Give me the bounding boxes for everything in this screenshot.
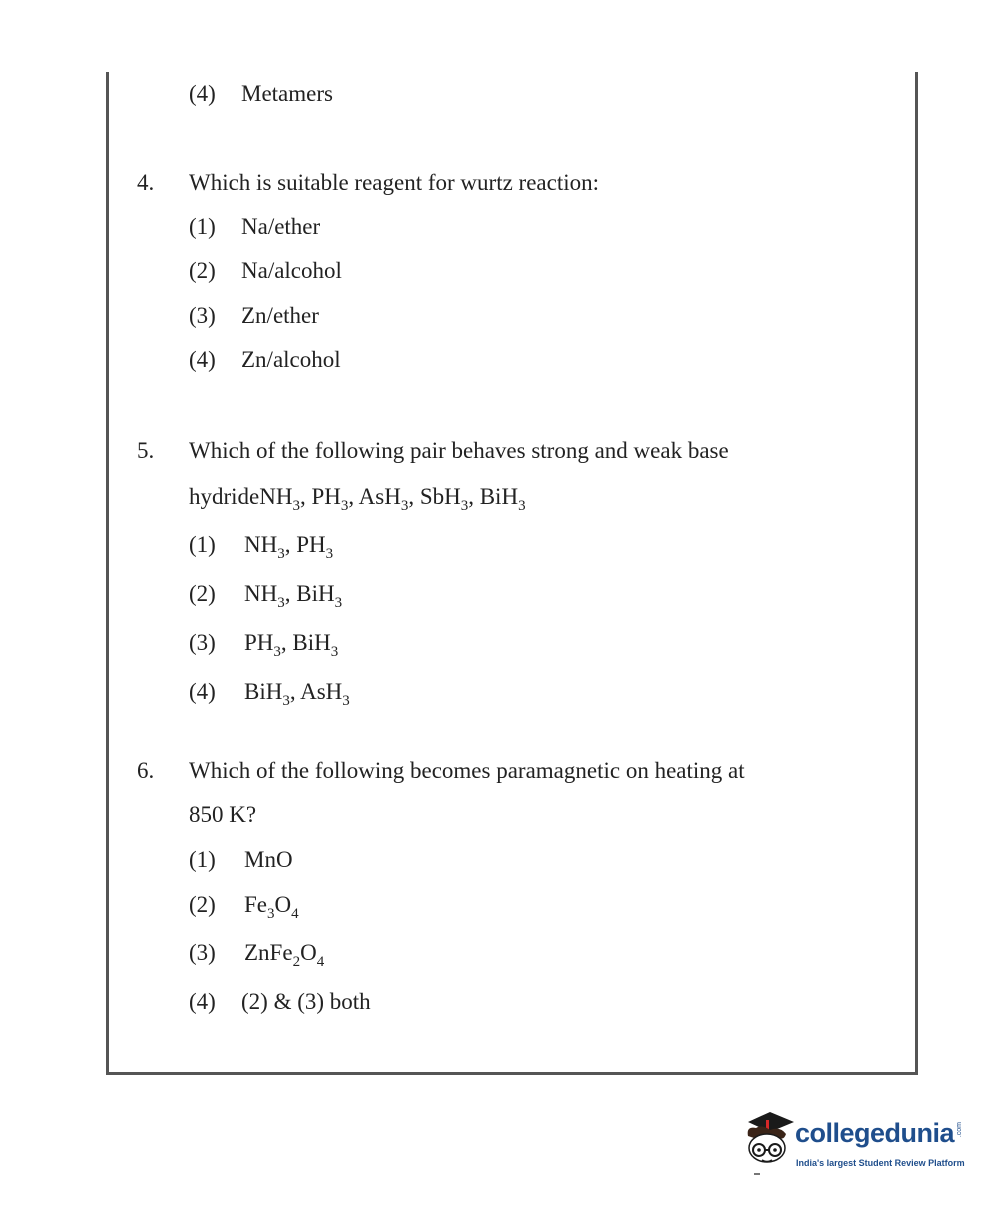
q4-option-1: (1) Na/ether: [189, 214, 321, 239]
mascot-icon: [740, 1108, 796, 1178]
q6-option-1: (1) MnO: [189, 847, 293, 872]
q5-option-3: (3) $PH_3$, BiH$_3$: [189, 630, 339, 660]
q6-option-3: (3) $ZnFe_2O_4$: [189, 940, 325, 970]
logo-tagline: India's largest Student Review Platform: [796, 1158, 965, 1168]
q4-option-2: (2) Na/alcohol: [189, 258, 342, 283]
q5-option-4: (4) BiH$_3$, AsH$_3$: [189, 679, 350, 709]
logo-brand-text: collegedunia: [795, 1118, 955, 1148]
question-4-number: 4.: [137, 170, 155, 195]
q5-option-1: (1) $NH_3$, $PH_3$: [189, 532, 334, 562]
q6-option-2: (2) $Fe_3O_4$: [189, 892, 299, 922]
q6-option-4: (4) (2) & (3) both: [189, 989, 371, 1014]
question-5-text-line2: hydrideNH$_3$, $PH_3$, AsH$_3$, SbH$_3$, BiH$_3$: [189, 484, 526, 514]
question-6-text-line1: Which of the following becomes paramagnetic on heating at: [189, 758, 745, 783]
question-4-text: Which is suitable reagent for wurtz reaction:: [189, 170, 600, 195]
question-5-number: 5.: [137, 438, 155, 463]
question-5-text-line1: Which of the following pair behaves strong and weak base: [189, 438, 729, 463]
collegedunia-logo[interactable]: [740, 1108, 970, 1178]
logo-com-text: .com: [956, 1122, 963, 1138]
q4-option-3: (3) Zn/ether: [189, 303, 319, 328]
q5-option-2: (2) $NH_3$, BiH$_3$: [189, 581, 343, 611]
prev-option-4: (4) Metamers: [189, 81, 333, 106]
question-6-number: 6.: [137, 758, 155, 783]
question-6-text-line2: 850 K?: [189, 802, 257, 827]
q4-option-4: (4) Zn/alcohol: [189, 347, 341, 372]
